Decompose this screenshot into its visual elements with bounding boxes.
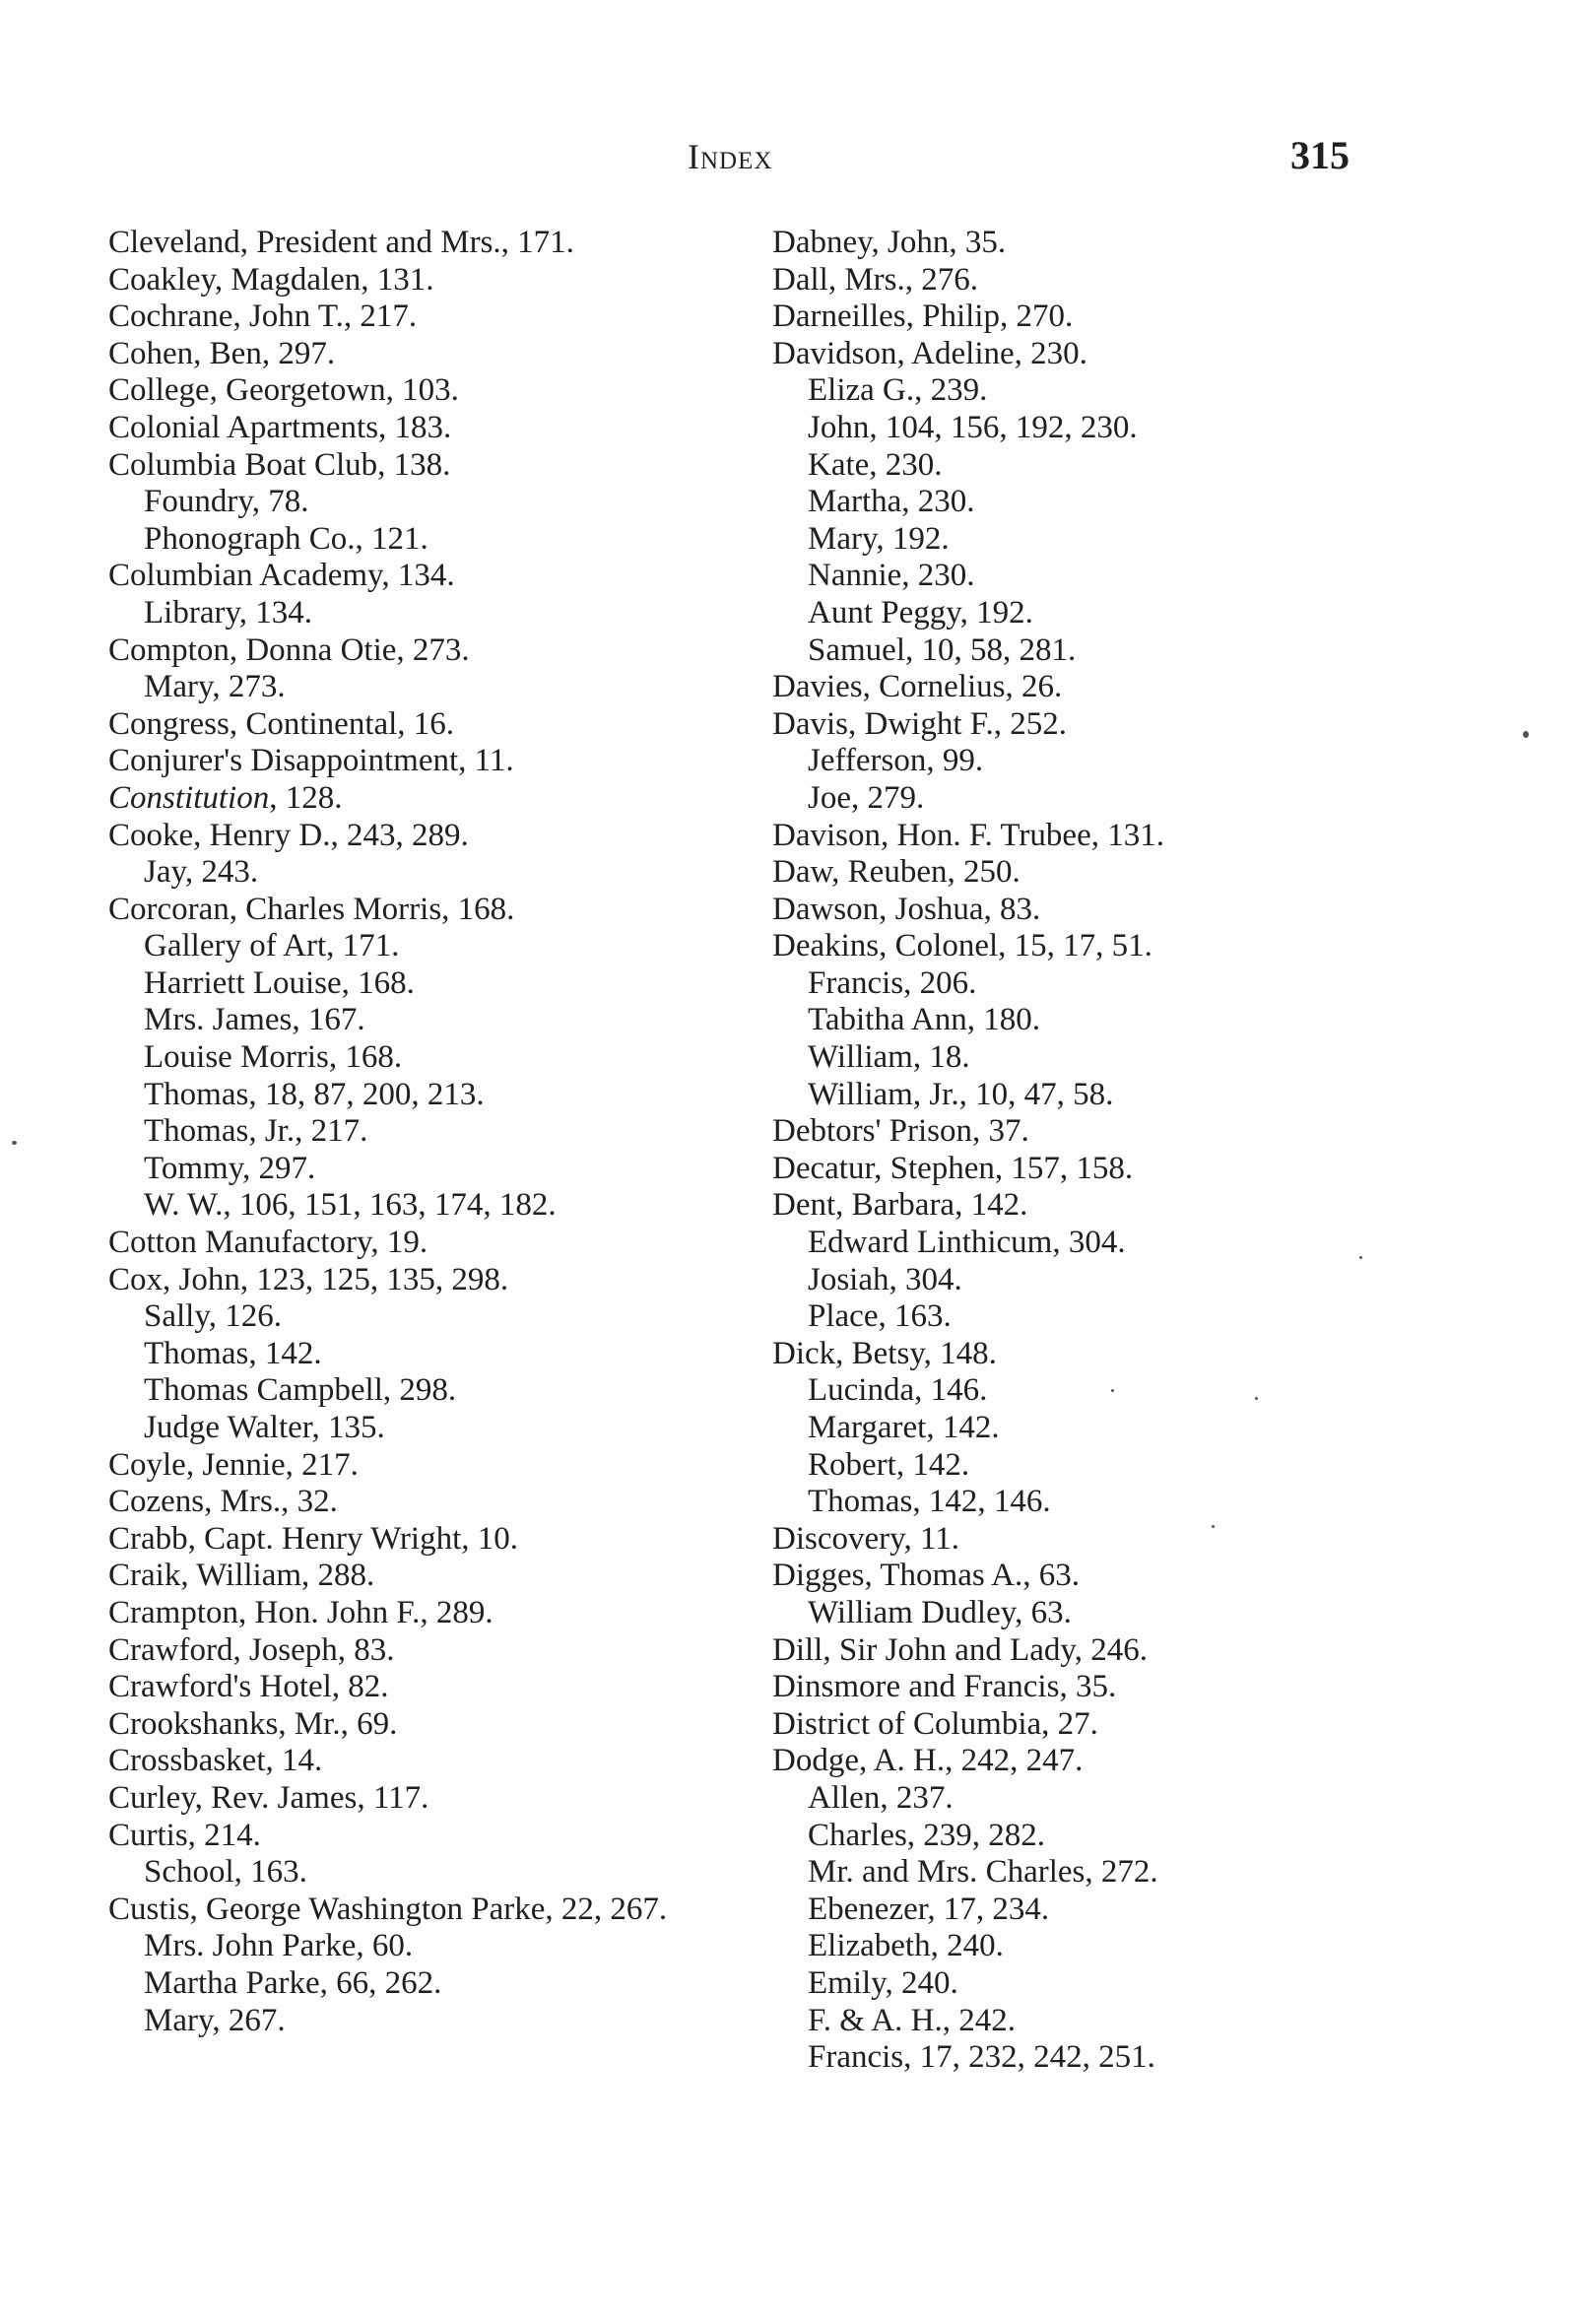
index-subentry: Francis, 17, 232, 242, 251. [808,2039,1155,2076]
index-subentry: Tabitha Ann, 180. [808,1002,1040,1038]
index-subentry: Jay, 243. [144,854,259,891]
index-subentry: John, 104, 156, 192, 230. [808,409,1138,445]
index-entry: Darneilles, Philip, 270. [772,299,1074,335]
index-entry [108,780,739,818]
index-subentry: Eliza G., 239. [808,372,988,409]
index-entry: Dabney, John, 35. [772,225,1007,260]
index-subentry: Joe, 279. [808,779,925,816]
index-entry: Crookshanks, Mr., 69. [108,1705,398,1742]
scan-speck [1523,731,1529,738]
index-subentry: Mr. and Mrs. Charles, 272. [808,1854,1158,1891]
index-entry: Craik, William, 288. [108,1558,375,1594]
index-subentry: Judge Walter, 135. [144,1410,385,1445]
index-entry: Cohen, Ben, 297. [108,335,336,371]
index-entry: Cozens, Mrs., 32. [108,1484,338,1520]
index-subentry: Martha, 230. [808,484,975,520]
index-entry: Colonial Apartments, 183. [108,409,452,445]
index-subentry: Thomas, 142, 146. [808,1484,1051,1520]
index-subentry: Louise Morris, 168. [144,1039,403,1076]
index-entry: Digges, Thomas A., 63. [772,1558,1080,1594]
index-entry: Dodge, A. H., 242, 247. [772,1743,1084,1779]
index-entry: Corcoran, Charles Morris, 168. [108,891,515,927]
index-entry: Crawford's Hotel, 82. [108,1669,389,1705]
index-subentry: Kate, 230. [808,446,943,483]
index-entry: Cooke, Henry D., 243, 289. [108,817,469,853]
index-entry: District of Columbia, 27. [772,1705,1098,1742]
index-subentry: Elizabeth, 240. [808,1928,1004,1964]
index-subentry: Thomas, Jr., 217. [144,1113,368,1150]
index-entry: Daw, Reuben, 250. [772,854,1020,891]
index-entry: Crampton, Hon. John F., 289. [108,1594,494,1630]
index-subentry: Harriett Louise, 168. [144,964,415,1001]
index-entry: Cox, John, 123, 125, 135, 298. [108,1261,509,1297]
running-head: Index [688,137,773,176]
index-subentry: Nannie, 230. [808,558,975,594]
page-number: 315 [1290,133,1350,177]
index-entry: Custis, George Washington Parke, 22, 267. [108,1891,668,1927]
index-entry: Dinsmore and Francis, 35. [772,1669,1117,1705]
index-subentry: Library, 134. [144,594,313,631]
index-subentry: Mary, 267. [144,2002,286,2038]
index-subentry: Thomas, 142. [144,1335,322,1371]
index-subentry: Ebenezer, 17, 234. [808,1891,1050,1927]
index-subentry: Thomas Campbell, 298. [144,1372,457,1409]
index-column-left [108,225,739,2039]
index-entry: Davis, Dwight F., 252. [772,705,1067,742]
index-column-right [772,225,1324,2077]
index-entry: Dill, Sir John and Lady, 246. [772,1631,1148,1668]
index-entry-head: Constitution [108,779,270,816]
index-subentry: F. & A. H., 242. [808,2002,1016,2038]
index-entry: College, Georgetown, 103. [108,372,459,409]
index-entry: Columbia Boat Club, 138. [108,446,451,483]
index-subentry: William, 18. [808,1039,970,1076]
index-subentry: Mary, 273. [144,669,286,705]
index-subentry: William Dudley, 63. [808,1594,1072,1630]
index-entry: Cleveland, President and Mrs., 171. [108,225,574,260]
index-entry: Coakley, Magdalen, 131. [108,261,434,298]
index-entry-pages: , 128. [269,779,343,816]
index-subentry: Mrs. James, 167. [144,1002,365,1038]
index-entry: Dent, Barbara, 142. [772,1187,1028,1224]
index-entry: Deakins, Colonel, 15, 17, 51. [772,928,1152,964]
index-subentry: Allen, 237. [808,1779,954,1816]
index-entry: Dall, Mrs., 276. [772,261,978,298]
index-subentry: Phonograph Co., 121. [144,520,428,557]
index-entry: Curtis, 214. [108,1817,261,1853]
index-subentry: Thomas, 18, 87, 200, 213. [144,1076,485,1112]
index-subentry: School, 163. [144,1854,307,1891]
index-subentry: Mary, 192. [808,520,950,557]
index-entry: Crossbasket, 14. [108,1743,323,1779]
index-subentry: Edward Linthicum, 304. [808,1225,1126,1261]
index-entry: Crabb, Capt. Henry Wright, 10. [108,1520,518,1557]
scan-speck [1212,1525,1215,1528]
index-subentry: Robert, 142. [808,1446,970,1483]
index-entry: Congress, Continental, 16. [108,705,455,742]
index-entry: Debtors' Prison, 37. [772,1113,1029,1150]
index-subentry: Emily, 240. [808,1964,958,2001]
index-subentry: Mrs. John Parke, 60. [144,1928,414,1964]
index-subentry: Martha Parke, 66, 262. [144,1964,442,2001]
index-subentry: Charles, 239, 282. [808,1817,1046,1853]
index-entry: Conjurer's Disappointment, 11. [108,743,514,779]
index-subentry: Josiah, 304. [808,1261,962,1297]
scan-speck [1255,1397,1258,1400]
index-subentry: William, Jr., 10, 47, 58. [808,1076,1114,1112]
index-entry: Discovery, 11. [772,1520,960,1557]
index-subentry: W. W., 106, 151, 163, 174, 182. [144,1187,557,1224]
scan-speck [1359,1256,1362,1259]
index-entry: Decatur, Stephen, 157, 158. [772,1150,1134,1186]
index-entry: Cotton Manufactory, 19. [108,1225,428,1261]
index-entry: Dick, Betsy, 148. [772,1335,997,1371]
index-subentry: Francis, 206. [808,964,977,1001]
index-entry: Cochrane, John T., 217. [108,299,418,335]
index-entry: Coyle, Jennie, 217. [108,1446,359,1483]
index-subentry: Tommy, 297. [144,1150,316,1186]
index-entry: Davidson, Adeline, 230. [772,335,1087,371]
index-entry: Columbian Academy, 134. [108,558,455,594]
index-entry: Curley, Rev. James, 117. [108,1779,429,1816]
index-subentry: Margaret, 142. [808,1410,1000,1445]
index-entry: Davies, Cornelius, 26. [772,669,1063,705]
index-subentry: Place, 163. [808,1298,952,1335]
index-subentry: Samuel, 10, 58, 281. [808,631,1077,668]
index-entry: Davison, Hon. F. Trubee, 131. [772,817,1164,853]
index-subentry: Lucinda, 146. [808,1372,988,1409]
index-subentry: Jefferson, 99. [808,743,984,779]
index-entry: Dawson, Joshua, 83. [772,891,1041,927]
scan-speck [1111,1389,1114,1392]
scan-speck [12,1141,17,1145]
page-header [0,133,1580,195]
index-subentry: Gallery of Art, 171. [144,928,400,964]
index-subentry: Sally, 126. [144,1298,282,1335]
index-entry: Crawford, Joseph, 83. [108,1631,395,1668]
index-subentry: Foundry, 78. [144,484,309,520]
index-entry: Compton, Donna Otie, 273. [108,631,470,668]
index-subentry: Aunt Peggy, 192. [808,594,1033,631]
